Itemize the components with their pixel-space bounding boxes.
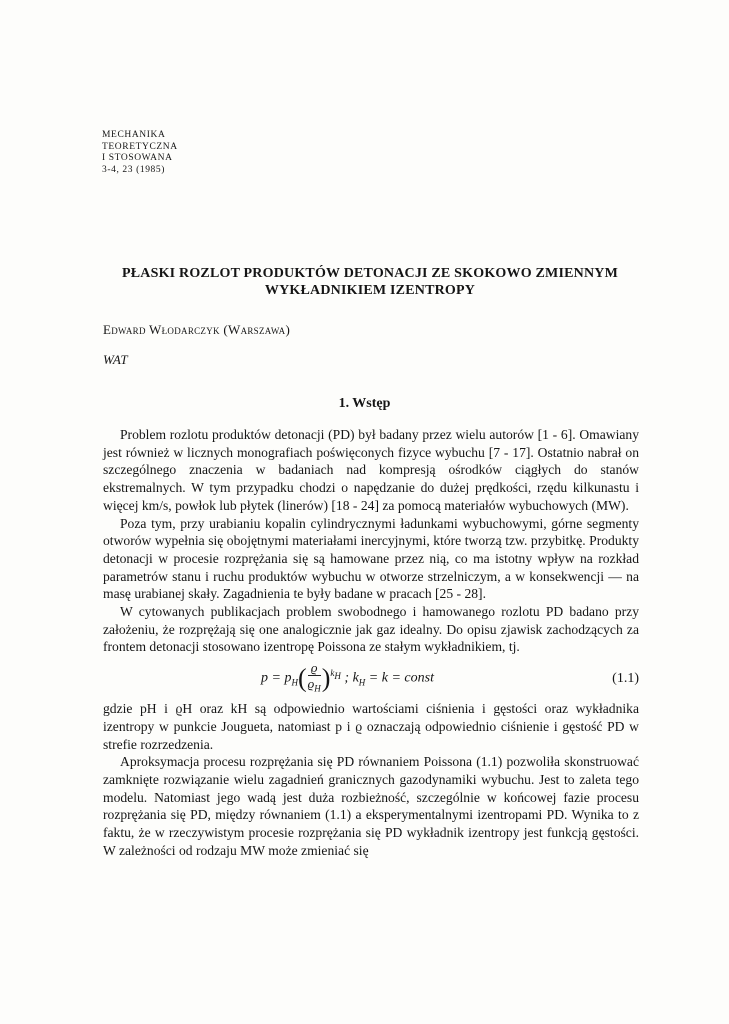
journal-header [102,130,178,176]
paragraph-5: Aproksymacja procesu rozprężania się PD równaniem Poissona (1.1) pozwoliła skonstruować zamknięte rozwiązanie wielu zagadnień granicznych gazodynamiki wybuchu. Jest to zaleta tego modelu. Natomiast jego wadą jest duża rozbieżność, szczególnie w końcowej fazie procesu rozprężania się PD, między równaniem (1.1) a eksperymentalnymi izentropami PD. Wynika to z faktu, że w rzeczywistym procesie rozprężania się PD wykładnik izentropy jest funkcją gęstości. W zależności od rodzaju MW może zmieniać się [103,754,639,858]
journal-name-line2: TEORETYCZNA [102,141,178,152]
author: Edward Włodarczyk (Warszawa) [103,322,291,337]
section-heading: 1. Wstęp [338,396,391,411]
density-ratio: $\frac{ϱ}{ϱ_H}$ [308,660,321,697]
paper-title [90,265,650,299]
journal-name-line1: MECHANIKA [102,130,166,140]
equation-expression: $p = p_H$( $\frac{ϱ}{ϱ_H}$ )$^{k_H}$ ; $k_H = k$ = const [261,660,434,697]
paragraph-4: gdzie pH i ϱH oraz kH są odpowiednio wartościami ciśnienia i gęstości oraz wykładnika izentropy w punkcie Jougueta, natomiast p i ϱ oznaczają odpowiednio ciśnienie i gęstość PD w strefie rozrzedzenia. [103,701,639,752]
equation-number: (1.1) [612,671,639,687]
paragraph-3: W cytowanych publikacjach problem swobodnego i hamowanego rozlotu PD badano przy założeniu, że rozprężają się one analogicznie jak gaz idealny. Do opisu zjawisk zachodzących za frontem detonacji stosowano izentropę Poissona ze stałym wykładnikiem, tj. [103,604,639,655]
title-line2: WYKŁADNIKIEM IZENTROPY [264,283,476,298]
paragraph-1: Problem rozlotu produktów detonacji (PD) był badany przez wielu autorów [1 - 6]. Omawiany jest również w licznych monografiach poświęconych fizyce wybuchu [7 - 17]. Ostatnio nabrał on szczególnego znaczenia w badaniach nad kompresją ośrodków ciągłych do stanów ekstremalnych. W tym przypadku chodzi o napędzanie do dużej prędkości, rzędu kilkunastu i więcej km/s, powłok lub płytek (linerów) [18 - 24] za pomocą materiałów wybuchowych (MW). [103,427,639,513]
equation-1-1 [103,656,639,700]
body-text [103,426,639,859]
paragraph-2: Poza tym, przy urabianiu kopalin cylindrycznymi ładunkami wybuchowymi, górne segmenty otworów wypełnia się obojętnymi materiałami inercyjnymi, które tworzą tzw. przybitkę. Produkty detonacji w procesie rozprężania się są hamowane przez nią, co ma istotny wpływ na rozkład parametrów stanu i ruchu produktów wybuchu w otworze strzelniczym, a w konsekwencji — na masę urabianej skały. Zagadnienia te były badane w pracach [25 - 28]. [103,515,639,602]
journal-issue: 3-4, 23 (1985) [102,164,166,175]
journal-name-line3: I STOSOWANA [102,153,173,164]
title-line1: PŁASKI ROZLOT PRODUKTÓW DETONACJI ZE SKOKOWO ZMIENNYM [121,266,618,281]
affiliation: WAT [103,352,128,367]
